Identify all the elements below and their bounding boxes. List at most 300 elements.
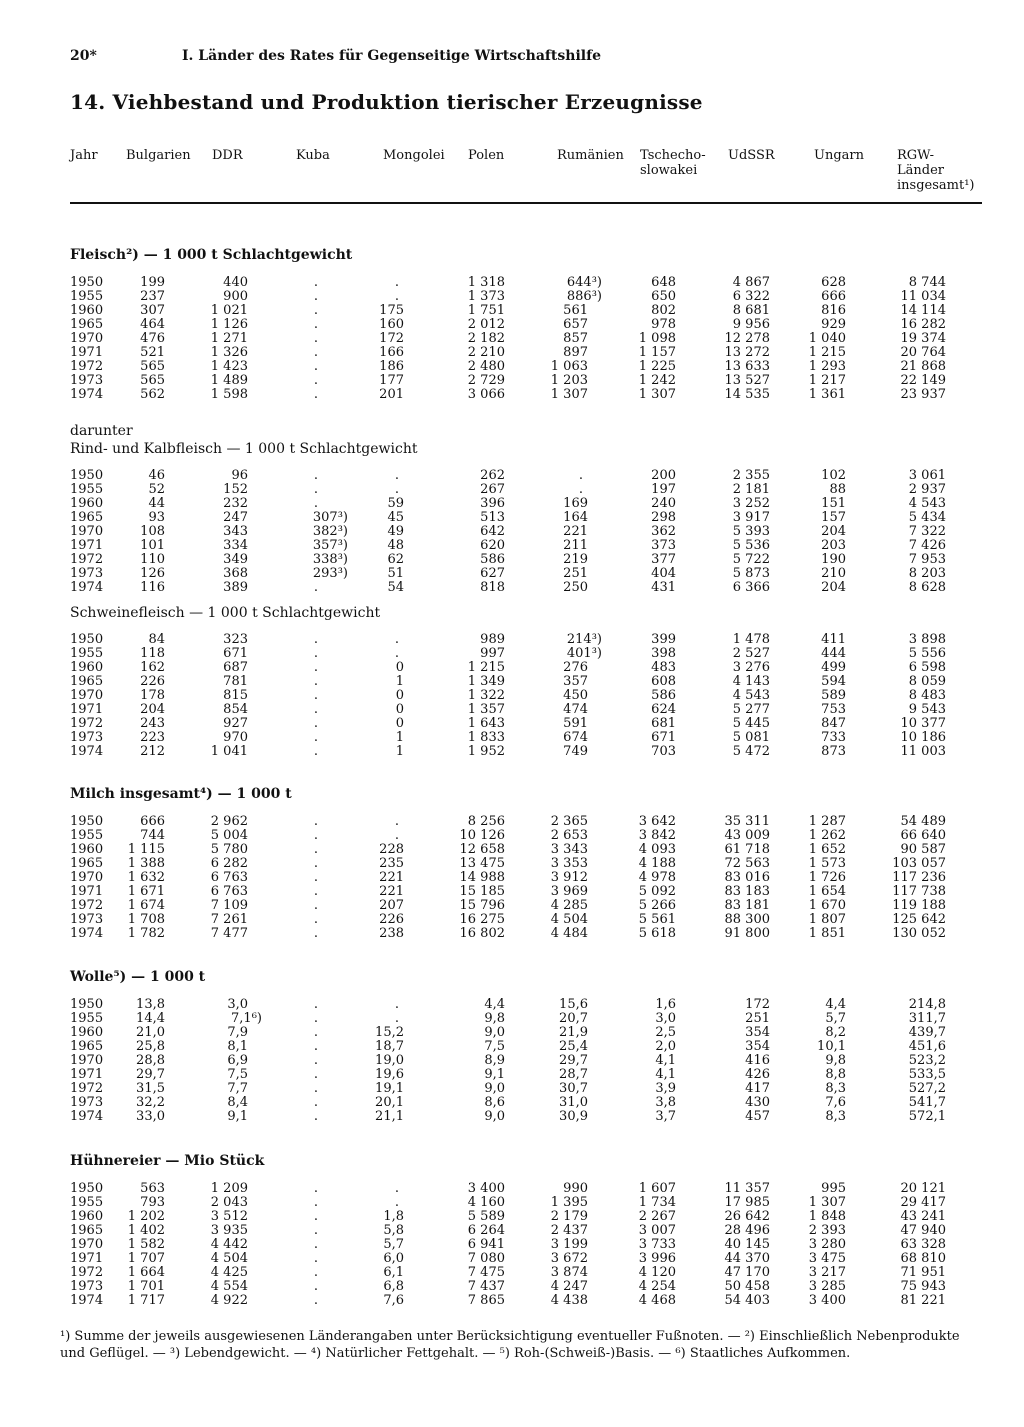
value-cell: . [394,646,400,661]
value-cell: 7,6 [383,1293,404,1308]
year-cell: 1960 [70,496,104,511]
value-cell: 204 [140,702,165,717]
value-cell: 5 445 [732,716,770,731]
value-cell: 5,7 [825,1011,846,1026]
value-cell: 201 [379,387,404,402]
value-cell: 20 121 [900,1181,946,1196]
value-cell: 5 618 [638,926,676,941]
value-cell: 33,0 [136,1109,165,1124]
value-cell: 5 722 [732,552,770,567]
value-cell: 13 527 [724,373,770,388]
value-cell: 19,6 [375,1067,404,1082]
table-row [70,843,982,857]
value-cell: 674 [563,730,588,745]
column-header-line: Mongolei [383,148,445,163]
value-cell: 816 [821,303,846,318]
table-row [70,1210,982,1224]
column-header [897,148,974,193]
value-cell: 235 [379,856,404,871]
table-section [70,784,982,941]
value-cell: . [394,289,400,304]
value-cell: 900 [223,289,248,304]
value-cell: 15,6 [559,997,588,1012]
year-cell: 1972 [70,1081,104,1096]
table-row [70,581,982,595]
value-cell: 28,8 [136,1053,165,1068]
year-cell: 1950 [70,275,104,290]
value-cell: 2 527 [732,646,770,661]
year-cell: 1970 [70,331,104,346]
value-cell: 5,7 [383,1237,404,1252]
value-cell: 243 [140,716,165,731]
value-cell: 49 [387,524,404,539]
value-cell: 4,1 [655,1067,676,1082]
value-cell: 6,0 [383,1251,404,1266]
value-cell: 483 [651,660,676,675]
value-cell: . [313,828,319,843]
value-cell: 16 275 [459,912,505,927]
value-cell: 96 [231,468,248,483]
value-cell: 5 393 [732,524,770,539]
table-row [70,1196,982,1210]
value-cell: 1,8 [383,1209,404,1224]
table-row [70,829,982,843]
value-cell: 4 543 [732,688,770,703]
value-cell: 886³) [566,289,602,304]
year-cell: 1955 [70,646,104,661]
value-cell: 9 956 [732,317,770,332]
value-cell: 10 126 [459,828,505,843]
value-cell: 4 442 [210,1237,248,1252]
value-cell: 200 [651,468,676,483]
value-cell: 1 582 [127,1237,165,1252]
value-cell: 1 225 [638,359,676,374]
table-row [70,899,982,913]
column-header-line: insgesamt¹) [897,178,975,193]
value-cell: 8 628 [908,580,946,595]
value-cell: 207 [379,898,404,913]
value-cell: 8,3 [825,1081,846,1096]
table-row [70,1238,982,1252]
value-cell: 4 188 [638,856,676,871]
value-cell: 91 800 [724,926,770,941]
table-row [70,374,982,388]
year-cell: 1955 [70,1011,104,1026]
value-cell: . [313,1095,319,1110]
value-cell: 2 365 [550,814,588,829]
table-row [70,1068,982,1082]
table-row [70,1182,982,1196]
value-cell: 439,7 [908,1025,946,1040]
value-cell: 125 642 [892,912,946,927]
value-cell: 3 276 [732,660,770,675]
year-cell: 1970 [70,1053,104,1068]
footnote-line: und Geflügel. — ³) Lebendgewicht. — ⁴) Natürlicher Fettgehalt. — ⁵) Roh-(Schweiß-)Basis. — ⁶) Staatliches Aufkommen. [60,1346,851,1361]
value-cell: 1 782 [127,926,165,941]
value-cell: 6 598 [908,660,946,675]
value-cell: 563 [140,1181,165,1196]
value-cell: 21,1 [375,1109,404,1124]
value-cell: 30,9 [559,1109,588,1124]
value-cell: 3 874 [550,1265,588,1280]
value-cell: 3 512 [210,1209,248,1224]
table-row [70,731,982,745]
value-cell: 83 016 [724,870,770,885]
value-cell: 66 640 [900,828,946,843]
value-cell: 11 357 [724,1181,770,1196]
value-cell: 15 185 [459,884,505,899]
value-cell: 21,9 [559,1025,588,1040]
year-cell: 1974 [70,1293,104,1308]
value-cell: 160 [379,317,404,332]
value-cell: 54 [387,580,404,595]
table-row [70,388,982,402]
value-cell: 175 [379,303,404,318]
value-cell: 18,7 [375,1039,404,1054]
value-cell: 1 040 [808,331,846,346]
value-cell: . [313,1109,319,1124]
value-cell: 172 [379,331,404,346]
value-cell: . [313,1293,319,1308]
table-row [70,304,982,318]
value-cell: 2 210 [467,345,505,360]
value-cell: 7 261 [210,912,248,927]
section-subtitle: Rind- und Kalbfleisch — 1 000 t Schlachtgewicht [70,441,418,457]
table-section [70,245,982,402]
value-cell: 368 [223,566,248,581]
year-cell: 1955 [70,828,104,843]
value-cell: 5 780 [210,842,248,857]
value-cell: 978 [651,317,676,332]
column-header [212,148,243,163]
value-cell: 116 [140,580,165,595]
value-cell: 1 [395,744,404,759]
year-cell: 1974 [70,387,104,402]
value-cell: 44 [148,496,165,511]
value-cell: 9,8 [484,1011,505,1026]
column-header-line: Bulgarien [126,148,191,163]
value-cell: 357³) [312,538,348,553]
value-cell: 1 751 [467,303,505,318]
value-cell: 221 [563,524,588,539]
value-cell: 103 057 [892,856,946,871]
value-cell: 3 969 [550,884,588,899]
value-cell: 51 [387,566,404,581]
year-cell: 1972 [70,898,104,913]
value-cell: 417 [745,1081,770,1096]
value-cell: 6 282 [210,856,248,871]
value-cell: . [313,744,319,759]
table-row [70,1294,982,1308]
table-row [70,290,982,304]
table-row [70,1040,982,1054]
value-cell: 3 475 [808,1251,846,1266]
value-cell: 1 573 [808,856,846,871]
value-cell: 5,8 [383,1223,404,1238]
table-row [70,1280,982,1294]
value-cell: 657 [563,317,588,332]
value-cell: 20,1 [375,1095,404,1110]
year-cell: 1950 [70,814,104,829]
value-cell: 8 203 [908,566,946,581]
value-cell: 1 209 [210,1181,248,1196]
value-cell: . [313,688,319,703]
value-cell: 5 873 [732,566,770,581]
value-cell: 7 109 [210,898,248,913]
value-cell: 31,5 [136,1081,165,1096]
value-cell: 7,7 [227,1081,248,1096]
value-cell: 4,1 [655,1053,676,1068]
column-header [640,148,706,178]
value-cell: 997 [480,646,505,661]
value-cell: 1 349 [467,674,505,689]
value-cell: 2 267 [638,1209,676,1224]
value-cell: 857 [563,331,588,346]
year-cell: 1972 [70,1265,104,1280]
value-cell: 589 [821,688,846,703]
value-cell: 9,8 [825,1053,846,1068]
year-cell: 1965 [70,510,104,525]
value-cell: 4 120 [638,1265,676,1280]
value-cell: 1 652 [808,842,846,857]
value-cell: 13 272 [724,345,770,360]
value-cell: 0 [395,702,404,717]
value-cell: 323 [223,632,248,647]
value-cell: 5 277 [732,702,770,717]
value-cell: 4 867 [732,275,770,290]
value-cell: 5 561 [638,912,676,927]
year-cell: 1950 [70,997,104,1012]
value-cell: 396 [480,496,505,511]
value-cell: 897 [563,345,588,360]
value-cell: . [313,1237,319,1252]
column-header [557,148,624,163]
value-cell: 1 402 [127,1223,165,1238]
table-section [70,1151,982,1308]
value-cell: 2 012 [467,317,505,332]
value-cell: 237 [140,289,165,304]
value-cell: 2 653 [550,828,588,843]
value-cell: 21 868 [900,359,946,374]
value-cell: 382³) [312,524,348,539]
column-header-line: Polen [468,148,505,163]
value-cell: 1 674 [127,898,165,913]
section-subtitle: Schweinefleisch — 1 000 t Schlachtgewicht [70,605,381,621]
table-row [70,633,982,647]
column-header-line: Tschecho- [640,148,706,163]
value-cell: 3 199 [550,1237,588,1252]
year-cell: 1971 [70,884,104,899]
column-header-line: slowakei [640,163,698,178]
value-cell: 7,5 [484,1039,505,1054]
table-row [70,1110,982,1124]
year-cell: 1950 [70,632,104,647]
value-cell: 1 361 [808,387,846,402]
value-cell: 3,0 [655,1011,676,1026]
footnote-line: ¹) Summe der jeweils ausgewiesenen Länderangaben unter Berücksichtigung eventueller Fußnoten. — ²) Einschließlich Nebenprodukte [60,1329,960,1344]
value-cell: 1 202 [127,1209,165,1224]
value-cell: 541,7 [908,1095,946,1110]
table-row [70,360,982,374]
value-cell: 1 326 [210,345,248,360]
value-cell: 1 287 [808,814,846,829]
value-cell: 3 280 [808,1237,846,1252]
table-section [70,605,982,759]
value-cell: 5 536 [732,538,770,553]
table-row [70,913,982,927]
value-cell: 214³) [566,632,602,647]
value-cell: 3 733 [638,1237,676,1252]
value-cell: 228 [379,842,404,857]
value-cell: 204 [821,580,846,595]
value-cell: 0 [395,660,404,675]
value-cell: 50 458 [724,1279,770,1294]
value-cell: 4,4 [825,997,846,1012]
year-cell: 1974 [70,1109,104,1124]
value-cell: 7,6 [825,1095,846,1110]
table-row [70,1026,982,1040]
table-section [70,422,982,595]
value-cell: 1 478 [732,632,770,647]
year-cell: 1970 [70,1237,104,1252]
value-cell: 8,6 [484,1095,505,1110]
value-cell: 240 [651,496,676,511]
table-row [70,1082,982,1096]
value-cell: 2,0 [655,1039,676,1054]
section-title: Fleisch²) — 1 000 t Schlachtgewicht [70,247,353,263]
value-cell: 35 311 [724,814,770,829]
value-cell: . [313,1039,319,1054]
value-cell: 818 [480,580,505,595]
value-cell: 1 726 [808,870,846,885]
value-cell: 1 041 [210,744,248,759]
value-cell: 1 670 [808,898,846,913]
value-cell: 1 215 [808,345,846,360]
value-cell: 2 729 [467,373,505,388]
table-row [70,661,982,675]
value-cell: . [313,716,319,731]
value-cell: 3 642 [638,814,676,829]
value-cell: 565 [140,373,165,388]
value-cell: 16 802 [459,926,505,941]
value-cell: 4 554 [210,1279,248,1294]
value-cell: 47 940 [900,1223,946,1238]
value-cell: 457 [745,1109,770,1124]
column-header [468,148,504,163]
value-cell: . [313,926,319,941]
value-cell: 1,6 [655,997,676,1012]
value-cell: 197 [651,482,676,497]
value-cell: 3 217 [808,1265,846,1280]
value-cell: 444 [821,646,846,661]
value-cell: 594 [821,674,846,689]
value-cell: 1 952 [467,744,505,759]
value-cell: 1 833 [467,730,505,745]
value-cell: 3,0 [227,997,248,1012]
value-cell: . [394,828,400,843]
value-cell: 7,5 [227,1067,248,1082]
value-cell: 404 [651,566,676,581]
value-cell: 250 [563,580,588,595]
value-cell: 48 [387,538,404,553]
column-header-line: Ungarn [814,148,864,163]
value-cell: 307 [140,303,165,318]
column-header-line: UdSSR [728,148,775,163]
table-row [70,1252,982,1266]
running-title: I. Länder des Rates für Gegenseitige Wirtschaftshilfe [182,48,602,64]
section-title: Milch insgesamt⁴) — 1 000 t [70,786,292,802]
value-cell: 9 543 [908,702,946,717]
value-cell: 20,7 [559,1011,588,1026]
value-cell: 247 [223,510,248,525]
value-cell: 4 143 [732,674,770,689]
value-cell: 802 [651,303,676,318]
value-cell: 499 [821,660,846,675]
value-cell: 3 935 [210,1223,248,1238]
value-cell: 214,8 [908,997,946,1012]
value-cell: . [313,730,319,745]
value-cell: 562 [140,387,165,402]
value-cell: 644³) [566,275,602,290]
value-cell: 221 [379,884,404,899]
value-cell: 1 262 [808,828,846,843]
value-cell: 3 996 [638,1251,676,1266]
value-cell: . [313,632,319,647]
value-cell: . [313,870,319,885]
value-cell: 30,7 [559,1081,588,1096]
value-cell: 210 [821,566,846,581]
value-cell: 440 [223,275,248,290]
value-cell: . [313,1011,319,1026]
value-cell: . [313,1223,319,1238]
value-cell: 4 160 [467,1195,505,1210]
value-cell: 1 098 [638,331,676,346]
value-cell: 7 475 [467,1265,505,1280]
value-cell: 9,0 [484,1081,505,1096]
value-cell: 226 [140,674,165,689]
table-row [70,745,982,759]
value-cell: 362 [651,524,676,539]
value-cell: 586 [480,552,505,567]
value-cell: . [313,1251,319,1266]
year-cell: 1974 [70,580,104,595]
value-cell: 1 217 [808,373,846,388]
value-cell: 642 [480,524,505,539]
value-cell: 6,1 [383,1265,404,1280]
value-cell: 681 [651,716,676,731]
value-cell: 7 080 [467,1251,505,1266]
value-cell: . [313,842,319,857]
year-cell: 1971 [70,702,104,717]
value-cell: 31,0 [559,1095,588,1110]
year-cell: 1972 [70,552,104,567]
year-cell: 1950 [70,468,104,483]
table-row [70,511,982,525]
value-cell: 7 477 [210,926,248,941]
value-cell: 854 [223,702,248,717]
value-cell: 4 484 [550,926,588,941]
running-head [70,48,601,64]
value-cell: . [313,646,319,661]
table-row [70,318,982,332]
value-cell: 75 943 [900,1279,946,1294]
value-cell: 561 [563,303,588,318]
value-cell: 1 807 [808,912,846,927]
value-cell: 2 182 [467,331,505,346]
value-cell: 744 [140,828,165,843]
value-cell: 19 374 [900,331,946,346]
value-cell: 2 393 [808,1223,846,1238]
